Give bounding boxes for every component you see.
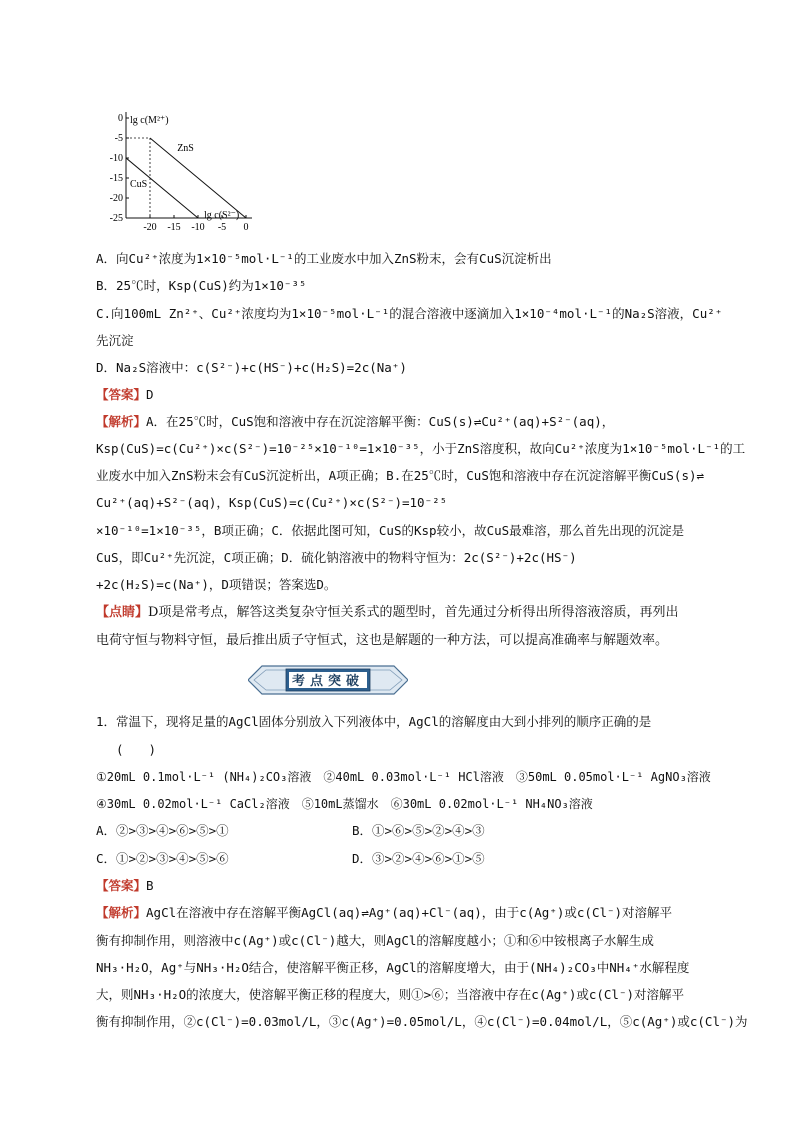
q1-analysis-line-4: 大，则NH₃·H₂O的浓度大，使溶解平衡正移的程度大，则①>⑥；当溶液中存在c(Ag⁺)或c(Cl⁻)对溶解平 [96, 987, 685, 1002]
series-line-zns [150, 138, 246, 218]
series-label-cus: CuS [130, 179, 148, 190]
y-tick-label: -5 [114, 133, 123, 144]
y-axis-label: lg c(M²⁺) [130, 115, 169, 126]
x-tick-label: -10 [191, 222, 205, 230]
q1-items-line1: ①20mL 0.1mol·L⁻¹ (NH₄)₂CO₃溶液 ②40mL 0.03mol·L⁻¹ HCl溶液 ③50mL 0.05mol·L⁻¹ AgNO₃溶液 [96, 770, 711, 784]
option-c-line1: C.向100mL Zn²⁺、Cu²⁺浓度均为1×10⁻⁵mol·L⁻¹的混合溶液中逐滴加入1×10⁻⁴mol·L⁻¹的Na₂S溶液，Cu²⁺ [96, 306, 723, 321]
analysis-line-6: CuS，即Cu²⁺先沉淀，C项正确；D．硫化钠溶液中的物料守恒为：2c(S²⁻)+2c(HS⁻) [96, 550, 577, 565]
chart-series [126, 138, 246, 218]
option-a: A．向Cu²⁺浓度为1×10⁻⁵mol·L⁻¹的工业废水中加入ZnS粉末，会有CuS沉淀析出 [96, 251, 552, 266]
y-tick-label: -20 [109, 193, 123, 204]
tip-text: D项是常考点，解答这类复杂守恒关系式的题型时，首先通过分析得出所得溶液溶质，再列出 [148, 605, 679, 620]
q1-option-d: D．③>②>④>⑥>①>⑤ [352, 851, 485, 866]
analysis-line-4: Cu²⁺(aq)+S²⁻(aq)，Ksp(CuS)=c(Cu²⁺)×c(S²⁻)=10⁻²⁵ [96, 495, 448, 510]
q1-analysis-line-1 [96, 904, 736, 922]
q1-option-a: A．②>③>④>⑥>⑤>① [96, 823, 229, 838]
analysis-line-3: 业废水中加入ZnS粉末会有CuS沉淀析出，A项正确；B.在25℃时，CuS饱和溶液中存在沉淀溶解平衡CuS(s)⇌ [96, 468, 705, 483]
x-axis-label: lg c(S²⁻) [204, 210, 240, 221]
option-c-line2: 先沉淀 [96, 333, 134, 348]
q1-answer-tag: 【答案】 [96, 878, 147, 893]
analysis-line-2: Ksp(CuS)=c(Cu²⁺)×c(S²⁻)=10⁻²⁵×10⁻¹⁰=1×10⁻³⁵，小于ZnS溶度积，故向Cu²⁺浓度为1×10⁻⁵mol·L⁻¹的工 [96, 441, 746, 456]
banner-text: 考点突破 [291, 673, 365, 688]
analysis-line-1 [96, 413, 736, 431]
analysis-line-5: ×10⁻¹⁰=1×10⁻³⁵，B项正确；C．依据此图可知，CuS的Ksp较小，故CuS最难溶，那么首先出现的沉淀是 [96, 523, 685, 538]
q1-option-b: B．①>⑥>⑤>②>④>③ [352, 823, 485, 838]
analysis-text: A．在25℃时，CuS饱和溶液中存在沉淀溶解平衡：CuS(s)⇌Cu²⁺(aq)+S²⁻(aq)， [146, 414, 615, 429]
section-banner [248, 662, 408, 698]
tip-line-2: 电荷守恒与物料守恒，最后推出质子守恒式，这也是解题的一种方法，可以提高准确率与解题效率。 [96, 633, 669, 648]
tip-line-1 [96, 604, 736, 622]
x-tick-label: -5 [217, 222, 227, 230]
q1-answer-line [96, 877, 736, 895]
q1-option-c: C．①>②>③>④>⑤>⑥ [96, 851, 229, 866]
solubility-chart [96, 110, 266, 230]
q1-analysis-line-2: 衡有抑制作用，则溶液中c(Ag⁺)或c(Cl⁻)越大，则AgCl的溶解度越小；①和⑥中铵根离子水解生成 [96, 933, 654, 948]
x-tick-label: 0 [243, 222, 249, 230]
answer-tag: 【答案】 [96, 387, 147, 402]
x-tick-label: -15 [167, 222, 181, 230]
q1-analysis-tag: 【解析】 [96, 905, 147, 920]
answer-line [96, 386, 736, 404]
q1-analysis-text: AgCl在溶液中存在溶解平衡AgCl(aq)⇌Ag⁺(aq)+Cl⁻(aq)，由于c(Ag⁺)或c(Cl⁻)对溶解平 [146, 905, 673, 920]
option-b: B．25℃时，Ksp(CuS)约为1×10⁻³⁵ [96, 278, 307, 293]
chart-axes [126, 112, 252, 218]
q1-items-line2: ④30mL 0.02mol·L⁻¹ CaCl₂溶液 ⑤10mL蒸馏水 ⑥30mL 0.02mol·L⁻¹ NH₄NO₃溶液 [96, 797, 593, 811]
y-tick-label: -10 [109, 153, 123, 164]
answer-value: D [146, 387, 154, 402]
q1-stem-line2: ( ) [116, 742, 157, 757]
y-tick-label: -25 [109, 213, 123, 224]
option-d: D．Na₂S溶液中：c(S²⁻)+c(HS⁻)+c(H₂S)=2c(Na⁺) [96, 360, 407, 375]
q1-answer-value: B [146, 878, 154, 893]
tip-tag: 【点睛】 [96, 605, 149, 620]
x-tick-label: -20 [143, 222, 157, 230]
series-label-zns: ZnS [177, 143, 194, 154]
analysis-tag: 【解析】 [96, 414, 147, 429]
analysis-line-7: +2c(H₂S)=c(Na⁺)，D项错误；答案选D。 [96, 577, 337, 592]
y-tick-label: -15 [109, 173, 123, 184]
y-tick-label: 0 [118, 113, 123, 124]
q1-stem-line1: 1．常温下，现将足量的AgCl固体分别放入下列液体中，AgCl的溶解度由大到小排列的顺序正确的是 [96, 714, 652, 729]
q1-analysis-line-5: 衡有抑制作用，②c(Cl⁻)=0.03mol/L，③c(Ag⁺)=0.05mol/L，④c(Cl⁻)=0.04mol/L，⑤c(Ag⁺)或c(Cl⁻)为 [96, 1014, 748, 1029]
q1-analysis-line-3: NH₃·H₂O，Ag⁺与NH₃·H₂O结合，使溶解平衡正移，AgCl的溶解度增大，由于(NH₄)₂CO₃中NH₄⁺水解程度 [96, 960, 690, 975]
